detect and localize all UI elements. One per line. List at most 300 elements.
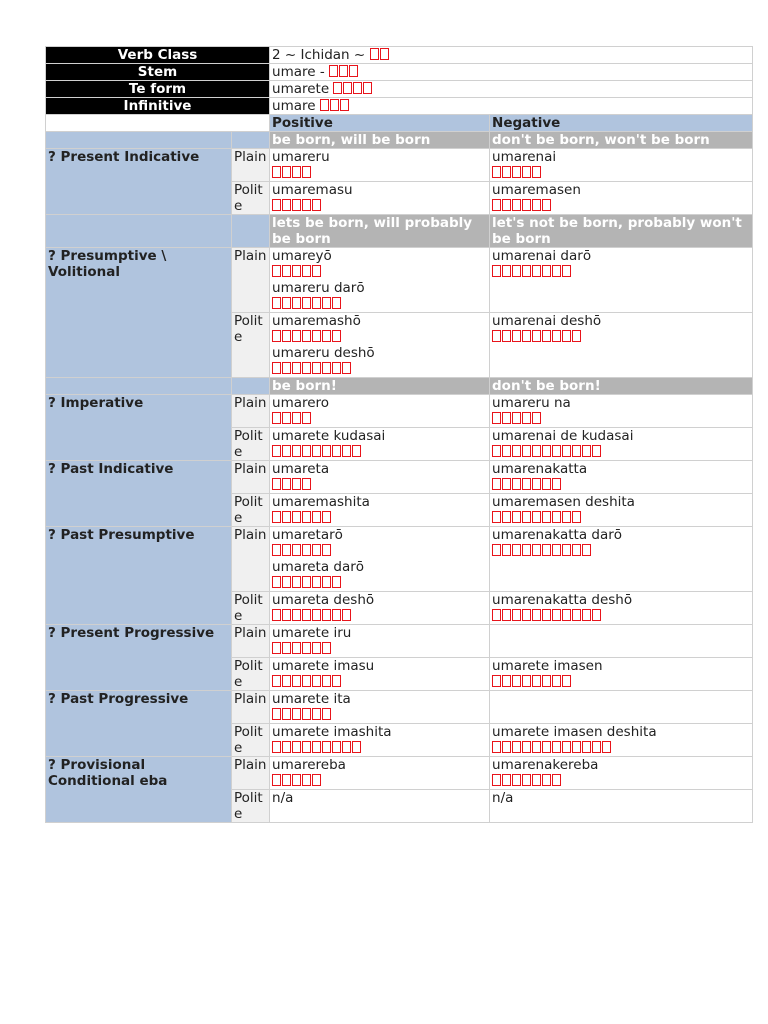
japanese-script-link[interactable]: [492, 165, 750, 181]
romaji-text: umareru deshō: [272, 345, 375, 361]
missing-glyph-icon: [552, 330, 561, 342]
tense-label: ? Past Presumptive: [46, 527, 232, 625]
missing-glyph-icon: [292, 741, 301, 753]
missing-glyph-icon: [272, 576, 281, 588]
missing-glyph-icon: [282, 741, 291, 753]
conjugation-row: [46, 149, 753, 182]
negative-cell: [490, 461, 753, 494]
missing-glyph-icon: [312, 741, 321, 753]
missing-glyph-icon: [512, 265, 521, 277]
romaji-text: umareru: [272, 149, 330, 165]
missing-glyph-icon: [532, 675, 541, 687]
politeness-form: Plain: [232, 395, 270, 428]
missing-glyph-icon: [592, 741, 601, 753]
missing-glyph-icon: [542, 774, 551, 786]
japanese-script-link[interactable]: [272, 411, 487, 427]
missing-glyph-icon: [512, 774, 521, 786]
verb-class-row: [46, 47, 753, 64]
missing-glyph-icon: [572, 741, 581, 753]
missing-glyph-icon: [512, 544, 521, 556]
conjugation-row: [46, 691, 753, 724]
negative-gloss: don't be born, won't be born: [490, 132, 753, 149]
romaji-text: umarenakatta: [492, 461, 588, 477]
missing-glyph-icon: [272, 544, 281, 556]
missing-glyph-icon: [562, 609, 571, 621]
missing-glyph-icon: [582, 544, 591, 556]
japanese-script-link[interactable]: [272, 361, 487, 377]
negative-cell: [490, 592, 753, 625]
missing-glyph-icon: [282, 297, 291, 309]
verb-class-value-cell: [270, 47, 753, 64]
japanese-script-link[interactable]: [492, 773, 750, 789]
missing-glyph-icon: [502, 774, 511, 786]
positive-cell: [270, 625, 490, 658]
japanese-script-link[interactable]: [272, 674, 487, 690]
politeness-form: Plain: [232, 527, 270, 592]
positive-cell: [270, 313, 490, 378]
missing-glyph-icon: [342, 609, 351, 621]
positive-column-header: Positive: [270, 115, 490, 132]
missing-glyph-icon: [272, 265, 281, 277]
missing-glyph-icon: [322, 675, 331, 687]
tense-label: ? Present Indicative: [46, 149, 232, 215]
missing-glyph-icon: [320, 99, 329, 111]
missing-glyph-icon: [542, 330, 551, 342]
missing-glyph-icon: [312, 297, 321, 309]
romaji-text: umarete imasen deshita: [492, 724, 657, 740]
missing-glyph-icon: [272, 297, 281, 309]
romaji-text: umarereba: [272, 757, 346, 773]
missing-glyph-icon: [322, 741, 331, 753]
japanese-script-link[interactable]: [492, 674, 750, 690]
te-form-label: Te form: [46, 81, 270, 98]
missing-glyph-icon: [522, 741, 531, 753]
missing-glyph-icon: [542, 445, 551, 457]
missing-glyph-icon: [282, 199, 291, 211]
missing-glyph-icon: [292, 412, 301, 424]
japanese-script-link[interactable]: [492, 543, 750, 559]
missing-glyph-icon: [352, 741, 361, 753]
missing-glyph-icon: [522, 412, 531, 424]
japanese-script-link[interactable]: [492, 411, 750, 427]
missing-glyph-icon: [340, 99, 349, 111]
missing-glyph-icon: [492, 166, 501, 178]
missing-glyph-icon: [332, 445, 341, 457]
romaji-text: umarero: [272, 395, 330, 411]
stem-japanese: [329, 64, 359, 80]
gloss-row: [46, 378, 753, 395]
missing-glyph-icon: [282, 675, 291, 687]
missing-glyph-icon: [312, 511, 321, 523]
missing-glyph-icon: [322, 297, 331, 309]
missing-glyph-icon: [282, 642, 291, 654]
positive-cell: [270, 527, 490, 592]
missing-glyph-icon: [552, 544, 561, 556]
negative-cell: [490, 313, 753, 378]
japanese-script-link[interactable]: [492, 444, 750, 460]
missing-glyph-icon: [302, 576, 311, 588]
missing-glyph-icon: [312, 330, 321, 342]
missing-glyph-icon: [343, 82, 352, 94]
missing-glyph-icon: [272, 362, 281, 374]
missing-glyph-icon: [542, 675, 551, 687]
missing-glyph-icon: [302, 297, 311, 309]
conjugation-row: [46, 395, 753, 428]
romaji-text: umaremashita: [272, 494, 370, 510]
missing-glyph-icon: [492, 412, 501, 424]
missing-glyph-icon: [272, 478, 281, 490]
romaji-text: umarenakereba: [492, 757, 599, 773]
blank-header-cell: [46, 115, 270, 132]
missing-glyph-icon: [332, 362, 341, 374]
missing-glyph-icon: [352, 445, 361, 457]
missing-glyph-icon: [272, 774, 281, 786]
missing-glyph-icon: [292, 675, 301, 687]
japanese-script-link[interactable]: [272, 165, 487, 181]
missing-glyph-icon: [562, 675, 571, 687]
tense-label: ? Past Indicative: [46, 461, 232, 527]
gloss-blank-cell: [46, 215, 232, 248]
missing-glyph-icon: [522, 609, 531, 621]
missing-glyph-icon: [512, 478, 521, 490]
missing-glyph-icon: [542, 609, 551, 621]
romaji-text: umarenai: [492, 149, 557, 165]
missing-glyph-icon: [282, 576, 291, 588]
missing-glyph-icon: [592, 445, 601, 457]
missing-glyph-icon: [492, 330, 501, 342]
missing-glyph-icon: [502, 544, 511, 556]
missing-glyph-icon: [522, 199, 531, 211]
missing-glyph-icon: [292, 199, 301, 211]
missing-glyph-icon: [512, 445, 521, 457]
positive-cell: [270, 248, 490, 313]
missing-glyph-icon: [552, 675, 561, 687]
missing-glyph-icon: [353, 82, 362, 94]
missing-glyph-icon: [339, 65, 348, 77]
politeness-form: Polit e: [232, 592, 270, 625]
japanese-script-link[interactable]: [492, 477, 750, 493]
missing-glyph-icon: [532, 412, 541, 424]
missing-glyph-icon: [292, 642, 301, 654]
missing-glyph-icon: [532, 774, 541, 786]
romaji-text: umarenai de kudasai: [492, 428, 634, 444]
missing-glyph-icon: [522, 330, 531, 342]
japanese-script-link[interactable]: [272, 329, 487, 345]
romaji-text: umaremasen: [492, 182, 581, 198]
missing-glyph-icon: [502, 330, 511, 342]
missing-glyph-icon: [522, 166, 531, 178]
romaji-text: umarete imasu: [272, 658, 375, 674]
missing-glyph-icon: [552, 478, 561, 490]
romaji-text: umarete imashita: [272, 724, 392, 740]
missing-glyph-icon: [542, 741, 551, 753]
missing-glyph-icon: [292, 330, 301, 342]
romaji-text: umareru darō: [272, 280, 365, 296]
missing-glyph-icon: [572, 544, 581, 556]
missing-glyph-icon: [282, 478, 291, 490]
gloss-blank-cell: [232, 215, 270, 248]
gloss-blank-cell: [46, 132, 232, 149]
japanese-script-link[interactable]: [492, 264, 750, 280]
missing-glyph-icon: [552, 774, 561, 786]
missing-glyph-icon: [292, 774, 301, 786]
positive-gloss: be born!: [270, 378, 490, 395]
positive-cell: [270, 757, 490, 790]
japanese-script-link[interactable]: [272, 641, 487, 657]
positive-cell: [270, 494, 490, 527]
infinitive-value: umare: [272, 98, 316, 114]
gloss-blank-cell: [232, 378, 270, 395]
missing-glyph-icon: [492, 511, 501, 523]
missing-glyph-icon: [302, 708, 311, 720]
missing-glyph-icon: [272, 330, 281, 342]
japanese-script-link[interactable]: [492, 740, 750, 756]
positive-cell: [270, 182, 490, 215]
negative-cell: [490, 658, 753, 691]
missing-glyph-icon: [502, 478, 511, 490]
japanese-script-link[interactable]: [272, 707, 487, 723]
romaji-text: umarenai deshō: [492, 313, 602, 329]
tense-label: ? Past Progressive: [46, 691, 232, 757]
missing-glyph-icon: [292, 362, 301, 374]
positive-gloss: be born, will be born: [270, 132, 490, 149]
missing-glyph-icon: [302, 774, 311, 786]
negative-cell: [490, 428, 753, 461]
missing-glyph-icon: [272, 609, 281, 621]
politeness-form: Polit e: [232, 790, 270, 823]
missing-glyph-icon: [502, 675, 511, 687]
missing-glyph-icon: [532, 511, 541, 523]
romaji-text: umarenakatta deshō: [492, 592, 633, 608]
missing-glyph-icon: [502, 265, 511, 277]
missing-glyph-icon: [302, 330, 311, 342]
missing-glyph-icon: [552, 741, 561, 753]
missing-glyph-icon: [282, 330, 291, 342]
politeness-form: Plain: [232, 461, 270, 494]
romaji-text: umareyō: [272, 248, 332, 264]
negative-cell: [490, 248, 753, 313]
gloss-blank-cell: [46, 378, 232, 395]
infinitive-value-cell: [270, 98, 753, 115]
missing-glyph-icon: [302, 362, 311, 374]
missing-glyph-icon: [332, 330, 341, 342]
missing-glyph-icon: [532, 330, 541, 342]
stem-row: [46, 64, 753, 81]
positive-cell: [270, 691, 490, 724]
te-form-japanese: [333, 81, 373, 97]
missing-glyph-icon: [542, 265, 551, 277]
politeness-form: Polit e: [232, 182, 270, 215]
romaji-text: n/a: [272, 790, 294, 806]
missing-glyph-icon: [282, 609, 291, 621]
missing-glyph-icon: [272, 675, 281, 687]
missing-glyph-icon: [302, 445, 311, 457]
conjugation-row: [46, 757, 753, 790]
romaji-text: umareta darō: [272, 559, 365, 575]
missing-glyph-icon: [302, 412, 311, 424]
politeness-form: Plain: [232, 248, 270, 313]
missing-glyph-icon: [322, 609, 331, 621]
missing-glyph-icon: [282, 412, 291, 424]
missing-glyph-icon: [312, 642, 321, 654]
missing-glyph-icon: [363, 82, 372, 94]
romaji-text: umareta: [272, 461, 330, 477]
missing-glyph-icon: [322, 642, 331, 654]
conjugation-row: [46, 461, 753, 494]
romaji-text: umarete ita: [272, 691, 351, 707]
romaji-text: umarete iru: [272, 625, 352, 641]
missing-glyph-icon: [312, 609, 321, 621]
politeness-form: Polit e: [232, 724, 270, 757]
missing-glyph-icon: [512, 511, 521, 523]
missing-glyph-icon: [562, 511, 571, 523]
japanese-script-link[interactable]: [272, 510, 487, 526]
missing-glyph-icon: [552, 445, 561, 457]
missing-glyph-icon: [342, 741, 351, 753]
politeness-form: Plain: [232, 757, 270, 790]
missing-glyph-icon: [542, 478, 551, 490]
conjugation-row: [46, 527, 753, 592]
missing-glyph-icon: [532, 478, 541, 490]
missing-glyph-icon: [272, 412, 281, 424]
romaji-text: umaremasen deshita: [492, 494, 635, 510]
negative-cell: [490, 790, 753, 823]
missing-glyph-icon: [282, 544, 291, 556]
missing-glyph-icon: [532, 265, 541, 277]
missing-glyph-icon: [292, 576, 301, 588]
missing-glyph-icon: [532, 445, 541, 457]
japanese-script-link[interactable]: [492, 329, 750, 345]
missing-glyph-icon: [272, 199, 281, 211]
missing-glyph-icon: [582, 445, 591, 457]
verb-class-value: 2 ~ Ichidan ~: [272, 47, 366, 63]
romaji-text: umaremashō: [272, 313, 361, 329]
missing-glyph-icon: [582, 609, 591, 621]
missing-glyph-icon: [322, 511, 331, 523]
conjugation-table: [45, 46, 753, 823]
positive-cell: [270, 461, 490, 494]
missing-glyph-icon: [329, 65, 338, 77]
missing-glyph-icon: [272, 741, 281, 753]
verb-class-label: Verb Class: [46, 47, 270, 64]
japanese-script-link[interactable]: [272, 575, 487, 591]
missing-glyph-icon: [492, 445, 501, 457]
missing-glyph-icon: [342, 362, 351, 374]
japanese-script-link[interactable]: [272, 740, 487, 756]
missing-glyph-icon: [572, 609, 581, 621]
missing-glyph-icon: [532, 544, 541, 556]
japanese-script-link[interactable]: [492, 510, 750, 526]
politeness-form: Polit e: [232, 494, 270, 527]
missing-glyph-icon: [492, 675, 501, 687]
japanese-script-link[interactable]: [272, 608, 487, 624]
infinitive-label: Infinitive: [46, 98, 270, 115]
missing-glyph-icon: [302, 642, 311, 654]
missing-glyph-icon: [512, 330, 521, 342]
column-header-row: [46, 115, 753, 132]
japanese-script-link[interactable]: [272, 444, 487, 460]
japanese-script-link[interactable]: [272, 264, 487, 280]
infinitive-japanese: [320, 98, 350, 114]
politeness-form: Plain: [232, 149, 270, 182]
politeness-form: Polit e: [232, 658, 270, 691]
missing-glyph-icon: [502, 511, 511, 523]
positive-cell: [270, 724, 490, 757]
negative-gloss: let's not be born, probably won't be born: [490, 215, 753, 248]
missing-glyph-icon: [562, 741, 571, 753]
missing-glyph-icon: [312, 265, 321, 277]
negative-cell: [490, 527, 753, 592]
missing-glyph-icon: [322, 445, 331, 457]
japanese-script-link[interactable]: [272, 477, 487, 493]
negative-cell: [490, 182, 753, 215]
romaji-text: umarete imasen: [492, 658, 603, 674]
missing-glyph-icon: [562, 544, 571, 556]
missing-glyph-icon: [502, 199, 511, 211]
missing-glyph-icon: [522, 774, 531, 786]
missing-glyph-icon: [302, 675, 311, 687]
japanese-script-link[interactable]: [272, 198, 487, 214]
missing-glyph-icon: [522, 544, 531, 556]
japanese-script-link[interactable]: [492, 198, 750, 214]
missing-glyph-icon: [312, 544, 321, 556]
negative-cell: [490, 724, 753, 757]
missing-glyph-icon: [302, 265, 311, 277]
missing-glyph-icon: [370, 48, 379, 60]
negative-column-header: Negative: [490, 115, 753, 132]
missing-glyph-icon: [582, 741, 591, 753]
missing-glyph-icon: [322, 544, 331, 556]
japanese-script-link[interactable]: [272, 543, 487, 559]
missing-glyph-icon: [302, 609, 311, 621]
japanese-script-link[interactable]: [272, 296, 487, 312]
missing-glyph-icon: [302, 478, 311, 490]
missing-glyph-icon: [292, 609, 301, 621]
stem-label: Stem: [46, 64, 270, 81]
missing-glyph-icon: [532, 199, 541, 211]
japanese-script-link[interactable]: [272, 773, 487, 789]
missing-glyph-icon: [572, 330, 581, 342]
missing-glyph-icon: [542, 511, 551, 523]
missing-glyph-icon: [532, 166, 541, 178]
missing-glyph-icon: [312, 708, 321, 720]
verb-class-japanese: [370, 47, 390, 63]
gloss-row: [46, 132, 753, 149]
missing-glyph-icon: [272, 642, 281, 654]
missing-glyph-icon: [552, 265, 561, 277]
missing-glyph-icon: [282, 362, 291, 374]
missing-glyph-icon: [532, 741, 541, 753]
missing-glyph-icon: [282, 166, 291, 178]
positive-cell: [270, 592, 490, 625]
missing-glyph-icon: [272, 708, 281, 720]
missing-glyph-icon: [292, 166, 301, 178]
missing-glyph-icon: [562, 265, 571, 277]
positive-cell: [270, 149, 490, 182]
japanese-script-link[interactable]: [492, 608, 750, 624]
missing-glyph-icon: [542, 544, 551, 556]
missing-glyph-icon: [349, 65, 358, 77]
missing-glyph-icon: [292, 265, 301, 277]
missing-glyph-icon: [292, 478, 301, 490]
missing-glyph-icon: [332, 675, 341, 687]
stem-value: umare -: [272, 64, 325, 80]
missing-glyph-icon: [492, 774, 501, 786]
romaji-text: umaretarō: [272, 527, 343, 543]
politeness-form: Polit e: [232, 313, 270, 378]
missing-glyph-icon: [492, 609, 501, 621]
missing-glyph-icon: [302, 741, 311, 753]
